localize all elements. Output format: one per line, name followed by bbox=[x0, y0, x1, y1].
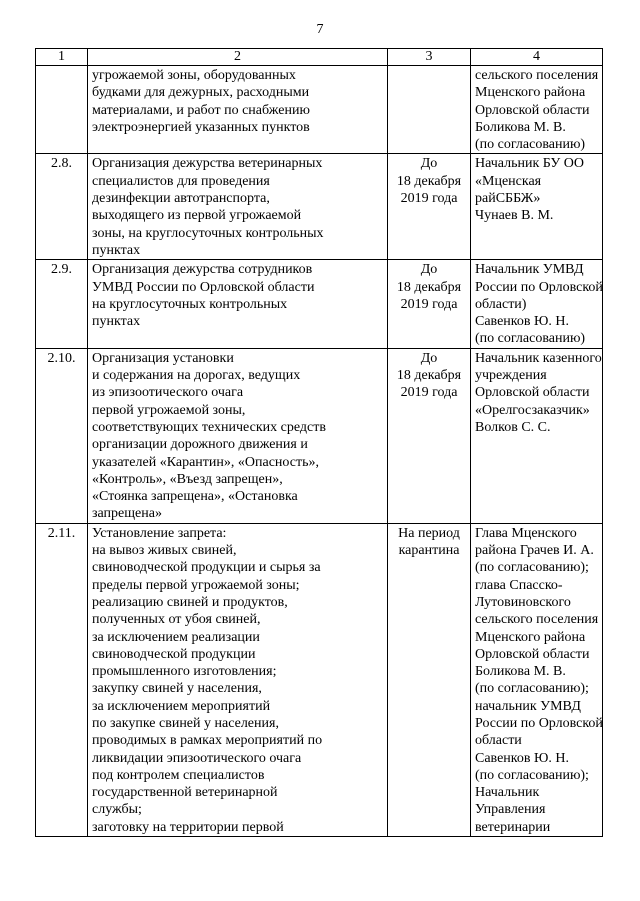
measure-line: Организация дежурства ветеринарных bbox=[92, 156, 323, 172]
responsible-line: Волков С. С. bbox=[475, 419, 551, 435]
responsible-line: Орловской области bbox=[475, 646, 590, 662]
deadline-line: 2019 года bbox=[400, 385, 458, 401]
measure-line: Организация дежурства сотрудников bbox=[92, 262, 313, 278]
measure-line: пределы первой угрожаемой зоны; bbox=[92, 577, 300, 593]
measure-text bbox=[88, 260, 388, 348]
measure-line: полученных от убоя свиней, bbox=[92, 612, 261, 628]
deadline-line: карантина bbox=[398, 543, 460, 559]
measure-line: выходящего из первой угрожаемой bbox=[92, 208, 302, 224]
responsible-line: Лутовиновского bbox=[475, 594, 571, 610]
measure-text bbox=[88, 154, 388, 260]
measure-line: ликвидации эпизоотического очага bbox=[92, 750, 302, 766]
responsible-line: сельского поселения bbox=[475, 612, 599, 628]
measure-line: свиноводческой продукции bbox=[92, 646, 256, 662]
responsible-line: Савенков Ю. Н. bbox=[475, 314, 569, 330]
deadline-line: 2019 года bbox=[400, 191, 458, 207]
measure-line: «Контроль», «Въезд запрещен», bbox=[92, 471, 283, 487]
table-row bbox=[36, 66, 603, 154]
responsible-line: учреждения bbox=[475, 368, 547, 384]
responsible-line: Боликова М. В. bbox=[475, 664, 566, 680]
measure-line: по закупке свиней у населения, bbox=[92, 715, 279, 731]
deadline-line: 18 декабря bbox=[396, 279, 462, 295]
responsible-line: Начальник bbox=[475, 785, 540, 801]
responsible-line: «Мценская bbox=[475, 173, 542, 189]
responsible-line: Начальник казенного bbox=[475, 350, 602, 366]
responsible-line: райСББЖ» bbox=[475, 191, 541, 207]
responsible-line: Управления bbox=[475, 802, 546, 818]
measure-line: зоны, на круглосуточных контрольных bbox=[92, 225, 324, 241]
responsible bbox=[471, 154, 603, 260]
responsible-line: области) bbox=[475, 296, 527, 312]
deadline-line: На период bbox=[398, 525, 460, 541]
responsible bbox=[471, 260, 603, 348]
deadline-line: 18 декабря bbox=[396, 173, 462, 189]
measure-line: закупку свиней у населения, bbox=[92, 681, 262, 697]
measure-text bbox=[88, 66, 388, 154]
responsible-line: начальник УМВД bbox=[475, 698, 581, 714]
measure-line: свиноводческой продукции и сырья за bbox=[92, 560, 321, 576]
responsible-line: глава Спасско- bbox=[475, 577, 563, 593]
measure-line: пунктах bbox=[92, 314, 141, 330]
responsible-line: Мценского района bbox=[475, 85, 586, 101]
measure-line: на круглосуточных контрольных bbox=[92, 296, 288, 312]
deadline-line: До bbox=[420, 262, 438, 278]
item-number: 2.10. bbox=[36, 348, 88, 523]
table-row bbox=[36, 260, 603, 348]
page-number: 7 bbox=[316, 22, 324, 37]
responsible-line: Глава Мценского bbox=[475, 525, 577, 541]
responsible-line: Начальник УМВД bbox=[475, 262, 584, 278]
responsible-line: Савенков Ю. Н. bbox=[475, 750, 569, 766]
measure-line: материалами, и работ по снабжению bbox=[92, 102, 310, 118]
item-number: 2.11. bbox=[36, 523, 88, 836]
table-row bbox=[36, 348, 603, 523]
measure-line: запрещена» bbox=[92, 506, 162, 522]
header-col-1: 1 bbox=[36, 49, 88, 66]
measure-text bbox=[88, 348, 388, 523]
measure-line: из эпизоотического очага bbox=[92, 385, 244, 401]
table-row bbox=[36, 523, 603, 836]
header-col-2: 2 bbox=[88, 49, 388, 66]
measure-line: за исключением реализации bbox=[92, 629, 260, 645]
responsible-line: Мценского района bbox=[475, 629, 586, 645]
responsible-line: (по согласованию) bbox=[475, 137, 586, 153]
responsible-line: Начальник БУ ОО bbox=[475, 156, 584, 172]
deadline-line: До bbox=[420, 350, 438, 366]
responsible-line: Боликова М. В. bbox=[475, 119, 566, 135]
deadline bbox=[388, 154, 471, 260]
responsible-line: (по согласованию); bbox=[475, 560, 589, 576]
measure-text bbox=[88, 523, 388, 836]
header-col-4: 4 bbox=[471, 49, 603, 66]
measure-line: указателей «Карантин», «Опасность», bbox=[92, 454, 319, 470]
deadline bbox=[388, 66, 471, 154]
measures-table bbox=[35, 48, 603, 837]
table-row bbox=[36, 154, 603, 260]
item-number: 2.9. bbox=[36, 260, 88, 348]
responsible-line: (по согласованию); bbox=[475, 681, 589, 697]
responsible bbox=[471, 66, 603, 154]
responsible bbox=[471, 523, 603, 836]
measure-line: пунктах bbox=[92, 242, 141, 258]
deadline-line: 18 декабря bbox=[396, 368, 462, 384]
measure-line: УМВД России по Орловской области bbox=[92, 279, 315, 295]
measure-line: будками для дежурных, расходными bbox=[92, 85, 310, 101]
deadline bbox=[388, 348, 471, 523]
item-number: 2.8. bbox=[36, 154, 88, 260]
responsible-line: Чунаев В. М. bbox=[475, 208, 554, 224]
measure-line: Организация установки bbox=[92, 350, 234, 366]
measure-line: первой угрожаемой зоны, bbox=[92, 402, 246, 418]
deadline-line: До bbox=[420, 156, 438, 172]
responsible bbox=[471, 348, 603, 523]
measure-line: заготовку на территории первой bbox=[92, 819, 284, 835]
measure-line: и содержания на дорогах, ведущих bbox=[92, 368, 301, 384]
measure-line: соответствующих технических средств bbox=[92, 419, 326, 435]
measure-line: Установление запрета: bbox=[92, 525, 227, 541]
measure-line: угрожаемой зоны, оборудованных bbox=[92, 68, 296, 83]
measure-line: службы; bbox=[92, 802, 142, 818]
measure-line: электроэнергией указанных пунктов bbox=[92, 119, 310, 135]
measure-line: промышленного изготовления; bbox=[92, 664, 277, 680]
responsible-line: России по Орловской bbox=[475, 279, 603, 295]
measure-line: под контролем специалистов bbox=[92, 767, 265, 783]
measure-line: реализацию свиней и продуктов, bbox=[92, 594, 288, 610]
measure-line: дезинфекции автотранспорта, bbox=[92, 191, 270, 207]
responsible-line: России по Орловской bbox=[475, 715, 603, 731]
deadline-line: 2019 года bbox=[400, 296, 458, 312]
measure-line: за исключением мероприятий bbox=[92, 698, 271, 714]
table-header-row bbox=[36, 49, 603, 66]
measure-line: организации дорожного движения и bbox=[92, 437, 308, 453]
responsible-line: района Грачев И. А. bbox=[475, 543, 594, 559]
deadline bbox=[388, 260, 471, 348]
measure-line: «Стоянка запрещена», «Остановка bbox=[92, 489, 298, 505]
measure-line: на вывоз живых свиней, bbox=[92, 543, 237, 559]
deadline bbox=[388, 523, 471, 836]
responsible-line: (по согласованию); bbox=[475, 767, 589, 783]
responsible-line: сельского поселения bbox=[475, 68, 599, 83]
responsible-line: Орловской области bbox=[475, 102, 590, 118]
responsible-line: Орловской области bbox=[475, 385, 590, 401]
responsible-line: (по согласованию) bbox=[475, 331, 586, 347]
measure-line: специалистов для проведения bbox=[92, 173, 270, 189]
item-number bbox=[36, 66, 88, 154]
header-col-3: 3 bbox=[388, 49, 471, 66]
responsible-line: ветеринарии bbox=[475, 819, 551, 835]
measure-line: государственной ветеринарной bbox=[92, 785, 278, 801]
responsible-line: области bbox=[475, 733, 522, 749]
measure-line: проводимых в рамках мероприятий по bbox=[92, 733, 323, 749]
responsible-line: «Орелгосзаказчик» bbox=[475, 402, 590, 418]
